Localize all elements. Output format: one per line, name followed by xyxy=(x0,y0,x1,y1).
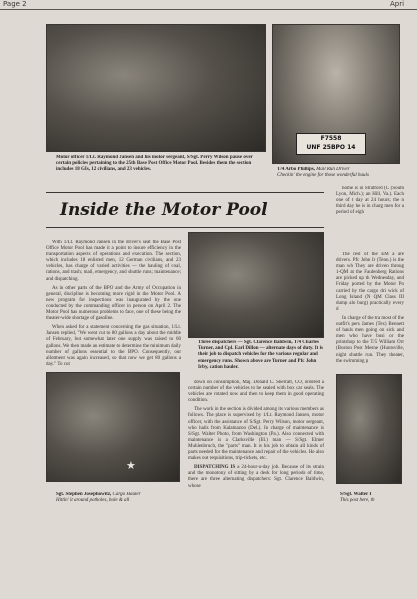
photo-motor-officer xyxy=(46,24,266,152)
caption-text: Three dispatchers — Sgt. Clarence Baldwin, T/4 Charles Turner, and Cpl. Earl Dillon — alternate days of duty. It is their job to dispatch vehicles for the various regular and emergency runs. Shown above are Turner and Pfc John Irby, cation hauler. xyxy=(198,340,323,370)
article-paragraph xyxy=(188,465,324,489)
caption-name: S/Sgt. Walter I xyxy=(340,492,372,497)
headline-box xyxy=(46,192,324,228)
caption-detail: Hittin' it around potholes, hole & all xyxy=(56,498,130,504)
article-col2 xyxy=(188,380,324,500)
dispatching-text: a 24-hour-a-day job. Because of its strain and the monotony of sitting by a desk for long periods of time, there are three alternating dispatchers: Sgt. Clarence Baldwin, whose xyxy=(188,465,324,489)
photo-dispatchers-caption xyxy=(198,340,326,371)
article-paragraph: down on consumption, Maj. Donald C. Sherratt, CO, ordered a certain number of the vehicles to be sealed with box car seals. The vehicles are rotated now and then to keep them in good operating condition. xyxy=(188,380,324,404)
article-col3-bottom xyxy=(336,252,404,372)
truck-plate-line2: UNF 25BPO 14 xyxy=(306,144,356,151)
caption-text: Motor officer 1/Lt. Raymond Jansen and his motor sergeant, S/Sgt. Perry Wilson pause over certain policies pertaining to the 25th Base Post Office Motor Pool. Besides them the section includes 18 GIs, 12 civilians, and 23 vehicles. xyxy=(56,155,253,173)
article-col3-top xyxy=(336,186,404,242)
photo-maintenance xyxy=(336,374,402,484)
caption-role: Mail Run Driver xyxy=(316,167,350,172)
page-number: Page 2 xyxy=(3,0,27,8)
photo-cargo-hauler-caption xyxy=(56,492,180,506)
photo-motor-officer-caption xyxy=(56,155,268,174)
article-paragraph: home is in Stratford (C (South Lyon, Mich.); an Hill, Va.). Each one of t day at 24 hours; the n third day he is in charg men for a period of eigh xyxy=(336,186,404,216)
caption-detail: Checkin' the engine for those wonderful hauls xyxy=(277,173,369,179)
caption-role: Cargo Hauler xyxy=(112,492,141,497)
article-headline: Inside the Motor Pool xyxy=(60,200,268,220)
article-paragraph: In charge of the tra most of the outfit's pers James (Tex) Bennett of hauls men going on sick and men who have busi or the printshop to the T/5 William Orr (Boston Post Mesne (Huntsville, night shuttle run. They theater, the swimming p xyxy=(336,315,404,364)
caption-name: Sgt. Stephen Josephowitz, xyxy=(56,492,112,497)
truck-plate xyxy=(296,133,366,155)
article-paragraph: With 1/Lt. Raymond Jansen in the driver's seat the Base Post Office Motor Pool has made it a point to insure efficiency in the transportation aspects of operations and execution. The section, which includes 18 enlisted men, 12 German civilians, and 23 vehicles, has charge of varied activities — the hauling of coal, rations, and trash; mail, emergency, and shuttle runs; maintenance; and dispatching. xyxy=(46,240,181,282)
truck-plate-line1: F7558 xyxy=(320,135,342,142)
photo-maintenance-caption xyxy=(340,492,404,506)
header-rule xyxy=(0,9,417,10)
photo-dispatchers xyxy=(188,232,324,338)
article-col1 xyxy=(46,240,181,372)
header-month: Apri xyxy=(390,0,405,8)
article-paragraph: As in other parts of the BPO and the Army of Occupation in general, discipline is becoming more rigid in the Motor Pool. A new program for inspections was inaugurated by the one conducted by the commanding officer in person on April 2. The Motor Pool has numerous problems to face, one of these being the theater-wide shortage of gasoline. xyxy=(46,285,181,322)
caption-detail: This post here, th xyxy=(340,498,375,504)
article-paragraph: The rest of the EM a are drivers. Pfc John Ir (Tenn.) is the man wh They are driven throug 1-QM at the Faulenberg Rations are picked up th Wednesday, and Friday ported by the Motor Po carried by the cargo dri wick of Long Island (N QM Class III dump alo burg) practically every d xyxy=(336,252,404,312)
photo-cargo-hauler xyxy=(46,372,180,482)
photo-mail-truck-caption xyxy=(277,167,402,181)
article-paragraph: When asked for a statement concerning the gas situation, 1/Lt. Jansen replied, "We went cut to 80 gallons a day about the middle of February, but somewhat later one supply was raised to 60 gallons. We then made an estimate to determine the minimum daily number of gallons essential to the BPO. Consequently, our allotment was again increased, so that now we get 80 gallons a day." To cut xyxy=(46,325,181,367)
caption-name: T/4 Arbo Phillips, xyxy=(277,167,315,172)
dispatching-lead: DISPATCHING IS xyxy=(194,465,236,471)
star-icon: ★ xyxy=(126,459,136,472)
article-paragraph: The work in the section is divided among its various members as follows. The place is supervised by 1/Lt. Raymond Jansen, motor officer, with the assistance of S/Sgt. Perry Wilson, motor sergeant, who hails from Kalamazoo (Del.). In charge of maintenance is S/Sgt. Walter Photo, from Washington (Pa.). Also connected with maintenance is a Clarksville (Ill.) man — S/Sgt. Elmer Muhlenbruch, the "parts" man. It is his job to obtain all kinds of parts needed for the maintenance and repair of the vehicles. He also makes out requisitions, trip-tickets, etc. xyxy=(188,407,324,462)
